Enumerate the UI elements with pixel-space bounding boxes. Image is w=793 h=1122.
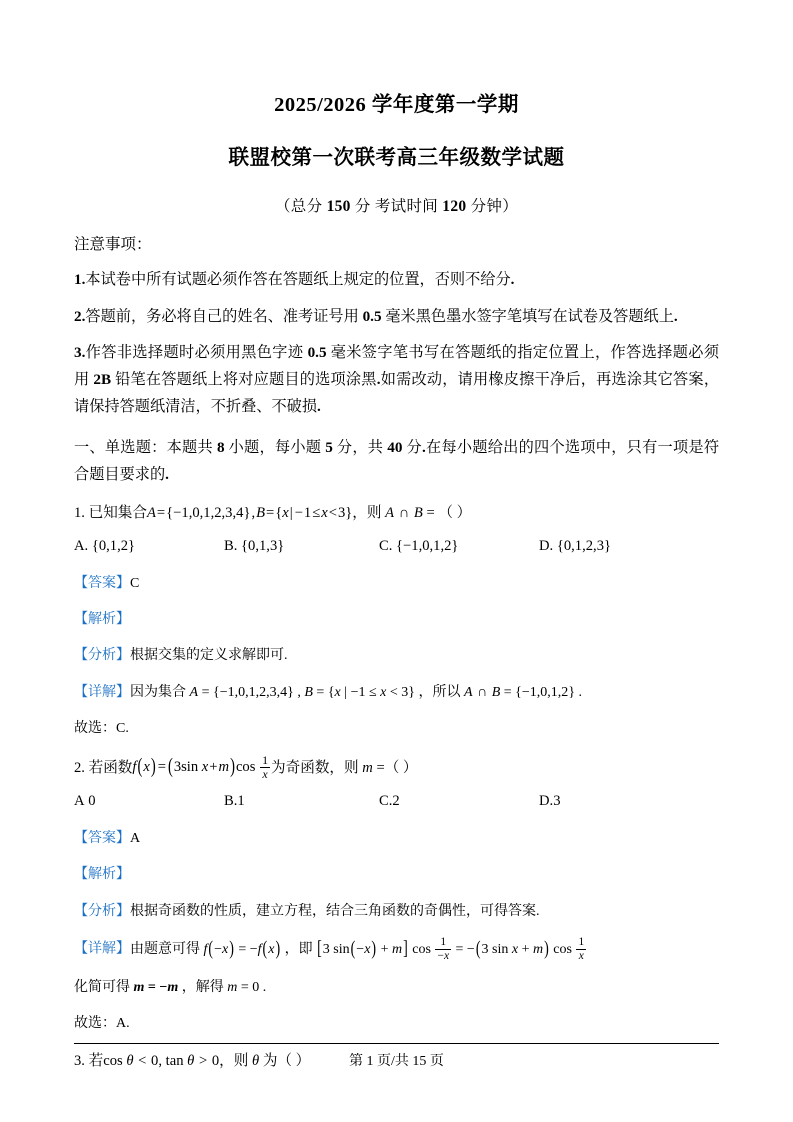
q2-option-c[interactable] [379,790,539,813]
question-2-explain-label [74,864,719,886]
question-2-detail [74,936,719,963]
q2-analysis-tag: 【分析】 [74,903,130,919]
q2-option-d-label: D. [539,793,554,810]
notice-item-3 [74,340,719,420]
notice-item-1 [74,267,719,294]
q2-option-d[interactable] [539,790,679,813]
q2-math: f(x) = (3sin x+m)cos $\frac{1}{x}$ [132,752,269,782]
q2-prefix: 若函数 [88,759,133,776]
q1-analysis-text: 根据交集的定义求解即可. [130,648,288,664]
q1-option-d-text: {0,1,2,3} [556,538,612,555]
q2-option-a[interactable] [74,790,224,813]
section-one-heading: 一、单选题：本题共 8 小题，每小题 5 分，共 40 分.在每小题给出的四个选项中，只有一项是符合题目要求的. [74,439,720,484]
notice-heading: 注意事项： [74,235,152,253]
page-title: 2025/2026 学年度第一学期 [274,94,519,116]
question-1-detail [74,681,719,705]
q2-suffix: 为奇函数，则 m =（ ） [271,759,418,776]
q2-number: 2. [74,759,85,776]
q1-analysis-tag: 【分析】 [74,648,130,664]
q1-detail-text: 因为集合 A = {−1,0,1,2,3,4} , B = {x | −1 ≤ x < 3} ，所以 A ∩ B = {−1,0,1,2} . [130,685,583,701]
q3-number: 3. [74,1052,85,1069]
q1-option-b[interactable] [224,535,379,558]
q1-option-a-label: A. [74,538,89,555]
q2-answer-value: A [130,830,141,846]
question-1-options [74,535,719,558]
question-2-answer [74,828,719,850]
q1-math: A={−1,0,1,2,3,4},B={x| −1≤x<3} [147,505,353,522]
q1-number: 1. [74,505,85,522]
notice-3-text: 作答非选择题时必须用黑色字迹 0.5 毫米签字笔书写在答题纸的指定位置上，作答选择题必须用 2B 铅笔在答题纸上将对应题目的选项涂黑.如需改动，请用橡皮擦干净后，再选涂其它答案，请保持答题纸清洁，不折叠、不破损. [74,344,720,415]
q2-option-d-text: 3 [553,793,561,810]
exam-meta [74,194,719,216]
q1-answer-tag: 【答案】 [74,575,130,591]
footer-divider [74,1043,719,1044]
page-subtitle: 联盟校第一次联考高三年级数学试题 [228,146,565,169]
q2-option-b[interactable] [224,790,379,813]
notice-3-num: 3. [74,344,86,362]
question-1-explain-label [74,609,719,631]
q1-prefix: 已知集合 [88,505,147,522]
q3-prefix: 若 [88,1052,104,1069]
meta-time: 120 [442,197,467,215]
q1-option-d[interactable] [539,535,679,558]
meta-prefix: （总分 [275,197,327,215]
notice-1-text: 本试卷中所有试题必须作答在答题纸上规定的位置，否则不给分. [85,271,515,289]
q2-option-a-text: 0 [88,793,96,810]
question-2-options [74,790,719,813]
q2-explain-tag: 【解析】 [74,867,130,883]
q1-option-c[interactable] [379,535,539,558]
q2-option-b-text: 1 [237,793,245,810]
q1-detail-tag: 【详解】 [74,685,130,701]
notice-2-num: 2. [74,307,86,325]
notice-1-num: 1. [74,271,86,289]
notice-item-2 [74,304,719,331]
q1-option-a-text: {0,1,2} [91,538,136,555]
meta-suffix: 分钟） [466,197,518,215]
page-footer: 第 1 页/共 15 页 [349,1054,444,1069]
q1-option-a[interactable] [74,535,224,558]
meta-score: 150 [326,197,351,215]
q2-answer-tag: 【答案】 [74,830,130,846]
q1-option-c-text: {−1,0,1,2} [396,538,459,555]
q1-explain-tag: 【解析】 [74,611,130,627]
q2-option-c-text: 2 [392,793,400,810]
q1-suffix: ，则 A ∩ B = （ ） [352,505,472,522]
q2-option-a-label: A [74,793,85,810]
question-2-choose: 故选：A. [74,1015,130,1031]
question-1-stem [74,501,719,526]
question-1-analysis [74,644,719,668]
question-2-analysis [74,900,719,924]
q1-option-b-text: {0,1,3} [241,538,285,555]
meta-middle: 分 考试时间 [350,197,443,215]
notice-2-text: 答题前，务必将自己的姓名、准考证号用 0.5 毫米黑色墨水签字笔填写在试卷及答题纸上. [85,307,678,325]
q1-option-d-label: D. [539,538,554,555]
q2-analysis-text: 根据奇函数的性质，建立方程，结合三角函数的奇偶性，可得答案. [130,903,540,919]
q2-detail-text-2: 化简可得 m = −m ，解得 m = 0 . [74,980,267,996]
question-2-stem [74,754,719,782]
q3-suffix: ，则 θ 为（ ） [219,1052,311,1069]
q1-option-b-label: B. [224,538,238,555]
title-block [74,90,719,216]
q1-option-c-label: C. [379,538,393,555]
q2-detail-tag: 【详解】 [74,941,130,957]
q2-detail-text: 由题意可得 f(−x) = −f(x) ，即 [3 sin(−x) + m] cos $\frac{1}{-x}$ = −(3 sin x + m) cos $\frac{1}{x}$ [130,936,585,963]
question-1-answer [74,573,719,595]
q1-answer-value: C [130,575,140,591]
question-1-choose: 故选：C. [74,720,129,736]
question-2-detail-2 [74,976,719,1000]
q2-option-c-label: C. [379,793,393,810]
q2-option-b-label: B. [224,793,238,810]
q3-math: cos θ < 0, tan θ > 0 [103,1052,220,1069]
